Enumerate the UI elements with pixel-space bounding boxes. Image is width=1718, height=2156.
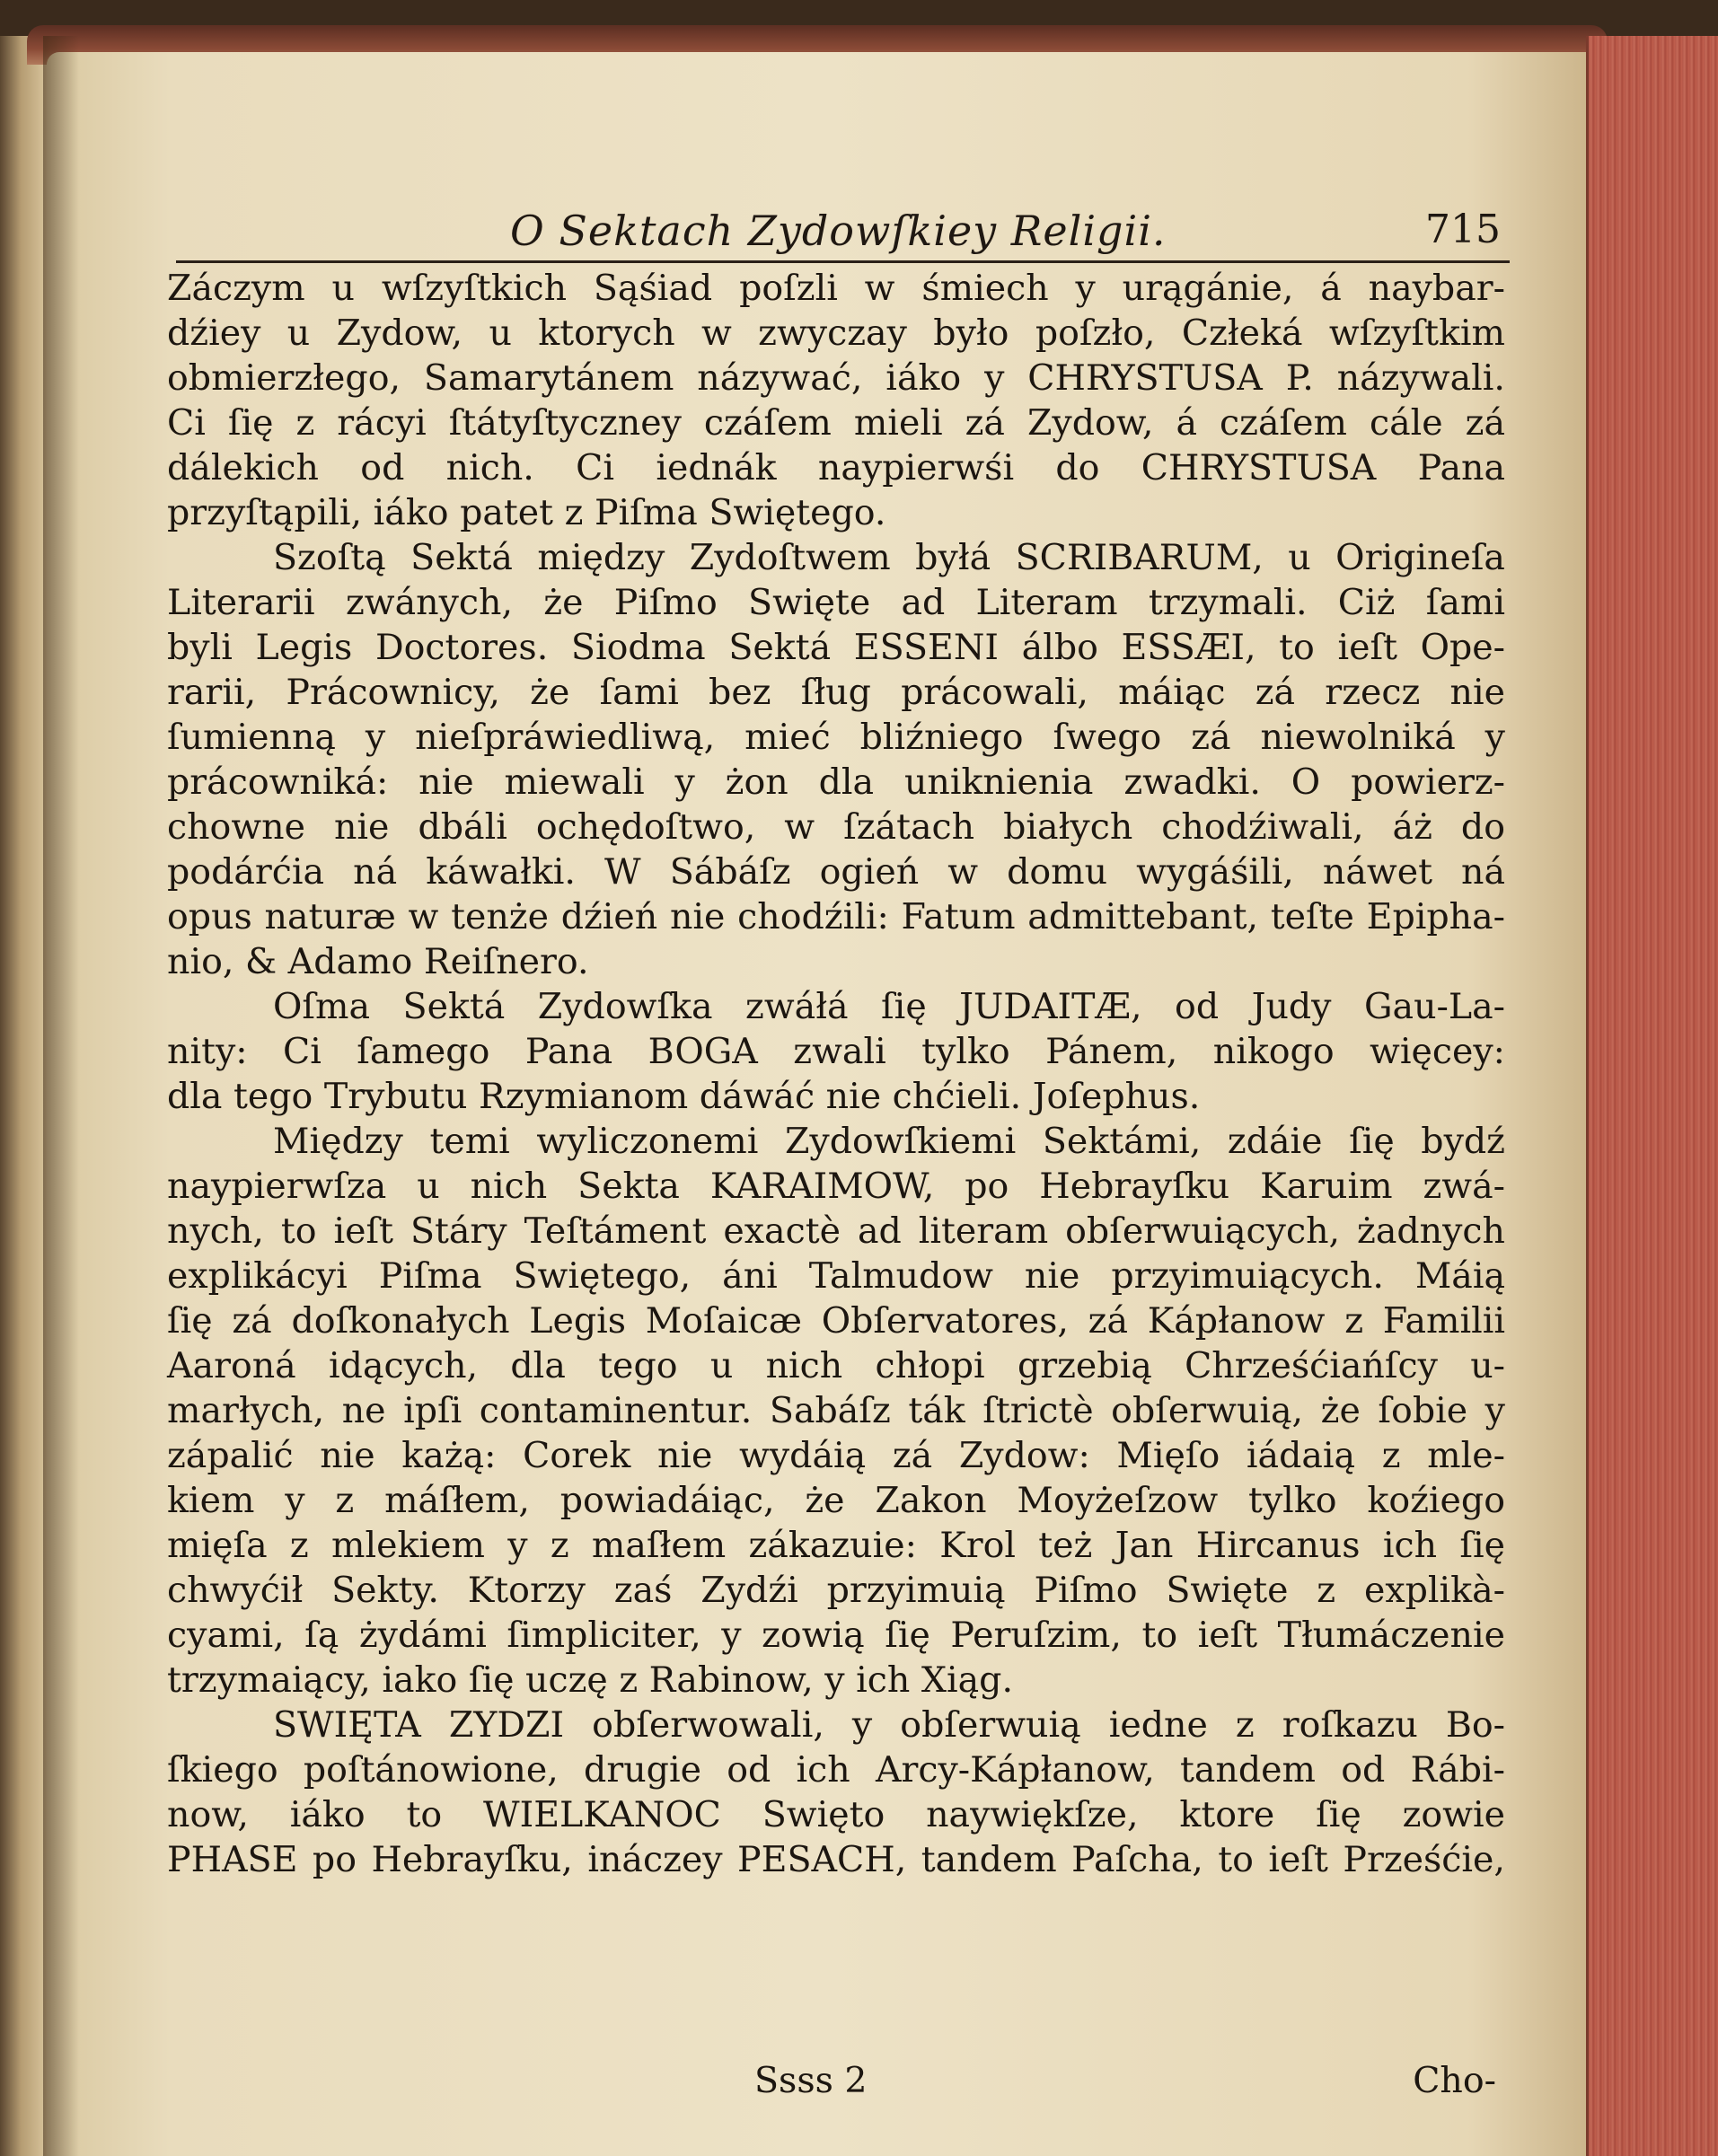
text-line: byli Legis Doctores. Siodma Sektá ESSENI álbo ESSÆI, to ieſt Ope- [167,627,1505,668]
text-line: nych, to ieſt Stáry Teſtáment exactè ad literam obſerwuiących, żadnych [167,1210,1505,1252]
text-line: now, iáko to WIELKANOC Swięto naywiękſze, ktore ſię zowie [167,1794,1505,1835]
text-line: ſkiego poſtánowione, drugie od ich Arcy-Kápłanow, tandem od Rábi- [167,1749,1505,1791]
text-line: obmierzłego, Samarytánem názywać, iáko y CHRYSTUSA P. názywali. [167,357,1505,399]
text-line: cyami, ſą żydámi ſimpliciter, y zowią ſię Peruſzim, to ieſt Tłumáczenie [167,1615,1505,1656]
text-line: Między temi wyliczonemi Zydowſkiemi Sektámi, zdáie ſię bydź [273,1121,1505,1162]
catchword: Cho- [1413,2060,1496,2101]
text-line: zápalić nie każą: Corek nie wydáią zá Zydow: Mięſo iádaią z mle- [167,1435,1505,1476]
text-line: podárćia ná káwałki. W Sábáſz ogień w domu wygáśili, náwet ná [167,851,1505,893]
text-line: rarii, Prácownicy, że ſami bez ſług prácowali, máiąc zá rzecz nie [167,672,1505,713]
text-line: dźiey u Zydow, u ktorych w zwyczay było poſzło, Człeká wſzyſtkim [167,312,1505,354]
text-line: Aaroná idących, dla tego u nich chłopi grzebią Chrześćiańſcy u- [167,1345,1505,1386]
text-line: dálekich od nich. Ci iednák naypierwśi do CHRYSTUSA Pana [167,447,1505,488]
text-line: Ci ſię z rácyi ſtátyſtyczney czáſem mieli zá Zydow, á czáſem cále zá [167,402,1505,444]
text-line: nity: Ci ſamego Pana BOGA zwali tylko Pánem, nikogo więcey: [167,1031,1505,1072]
facing-page-edge [0,36,47,2156]
running-head: O Sektach Zydowſkiey Religii. [510,207,1167,255]
text-line: prácowniká: nie miewali y żon dla uniknienia zwadki. O powierz- [167,761,1505,803]
text-line: chwyćił Sekty. Ktorzy zaś Zydźi przyimuią Piſmo Swięte z explikà- [167,1570,1505,1611]
text-line: przyſtąpili, iáko patet z Piſma Swiętego. [167,492,886,533]
text-line: marłych, ne ipſi contaminentur. Sabáſz ták ſtrictè obſerwuią, że ſobie y [167,1390,1505,1431]
page-header [176,207,1510,263]
text-line: nio, & Adamo Reiſnero. [167,941,589,982]
text-line: Szoſtą Sektá między Zydoſtwem byłá SCRIBARUM, u Origineſa [273,537,1505,578]
signature-mark: Ssss 2 [754,2060,868,2101]
page-number: 715 [1425,207,1501,252]
text-line: chowne nie dbáli ochędoſtwo, w ſzátach białych chodźiwali, áż do [167,806,1505,848]
spine-shadow [43,36,79,2156]
text-line: trzymaiący, iako ſię uczę z Rabinow, y ich Xiąg. [167,1659,1014,1701]
text-line: ſię zá doſkonałych Legis Moſaicæ Obſervatores, zá Kápłanow z Familii [167,1300,1505,1342]
text-line: naypierwſza u nich Sekta KARAIMOW, po Hebrayſku Karuim zwá- [167,1166,1505,1207]
text-line: PHASE po Hebrayſku, ináczey PESACH, tandem Paſcha, to ieſt Prześćie, [167,1839,1505,1880]
page-footer [167,2060,1505,2105]
text-line: Záczym u wſzyſtkich Sąśiad poſzli w śmiech y urągánie, á naybar- [167,268,1505,309]
text-line: mięſa z mlekiem y z maſłem zákazuie: Krol też Jan Hircanus ich ſię [167,1525,1505,1566]
text-line: Literarii zwánych, że Piſmo Swięte ad Literam trzymali. Ciż ſami [167,582,1505,623]
red-fore-edge [1586,36,1718,2156]
body-text [167,266,1505,1882]
text-line: explikácyi Piſma Swiętego, áni Talmudow nie przyimuiących. Máią [167,1255,1505,1297]
text-line: kiem y z máſłem, powiadáiąc, że Zakon Moyżeſzow tylko koźiego [167,1480,1505,1521]
text-line: dla tego Trybutu Rzymianom dáwáć nie chćieli. Joſephus. [167,1076,1201,1117]
text-line: SWIĘTA ZYDZI obſerwowali, y obſerwuią iedne z roſkazu Bo- [273,1704,1505,1746]
text-line: Oſma Sektá Zydowſka zwáłá ſię JUDAITÆ, od Judy Gau-La- [273,986,1505,1027]
text-line: opus naturæ w tenże dźień nie chodźili: Fatum admittebant, teſte Epipha- [167,896,1505,937]
text-line: ſumienną y nieſpráwiedliwą, mieć bliźniego ſwego zá niewolniká y [167,717,1505,758]
